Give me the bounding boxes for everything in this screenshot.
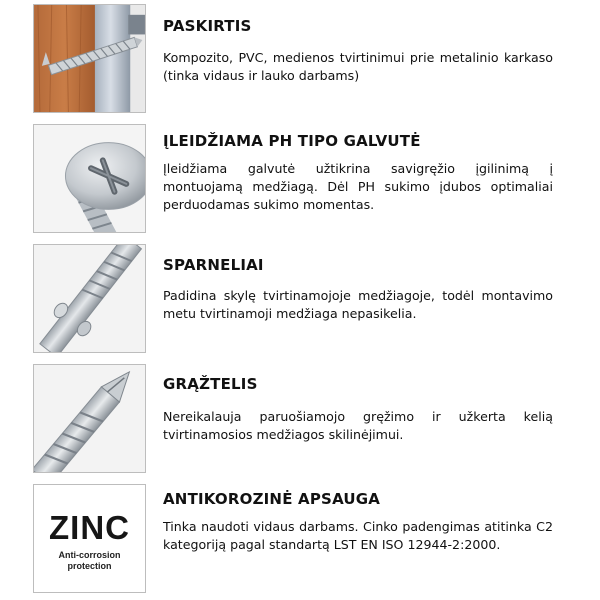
feature-title: ĮLEIDŽIAMA PH TIPO GALVUTĖ bbox=[163, 132, 421, 150]
zinc-badge-line2: protection bbox=[67, 561, 112, 571]
feature-description: Padidina skylę tvirtinamojoje medžiagoje, todėl montavimo metu tvirtinamoji medžiaga nepasikelia. bbox=[163, 288, 553, 321]
zinc-badge-line1: Anti-corrosion bbox=[58, 550, 121, 560]
feature-title: ANTIKOROZINĖ APSAUGA bbox=[163, 490, 381, 508]
drill-point-icon bbox=[33, 364, 146, 473]
feature-title: GRĄŽTELIS bbox=[163, 375, 258, 393]
ph-countersunk-head-icon bbox=[33, 124, 146, 233]
screw-in-wood-and-metal-icon bbox=[33, 4, 146, 113]
feature-description: Kompozito, PVC, medienos tvirtinimui prie metalinio karkaso (tinka vidaus ir lauko darbams) bbox=[163, 50, 553, 83]
feature-description: Nereikalauja paruošiamojo gręžimo ir užkerta kelią tvirtinamosios medžiagos skilinėjimui. bbox=[163, 409, 553, 442]
feature-description: Tinka naudoti vidaus darbams. Cinko padengimas atitinka C2 kategoriją pagal standartą LST EN ISO 12944-2:2000. bbox=[163, 519, 553, 552]
screw-wings-icon bbox=[33, 244, 146, 353]
feature-title: PASKIRTIS bbox=[163, 17, 252, 35]
feature-title: SPARNELIAI bbox=[163, 256, 264, 274]
zinc-badge-word: ZINC bbox=[49, 509, 130, 546]
zinc-anti-corrosion-icon bbox=[33, 484, 146, 593]
feature-description: Įleidžiama galvutė užtikrina savigręžio įgilinimą į montuojamą medžiagą. Dėl PH sukimo įdubos optimaliai perduodamas sukimo momentas. bbox=[163, 161, 553, 212]
